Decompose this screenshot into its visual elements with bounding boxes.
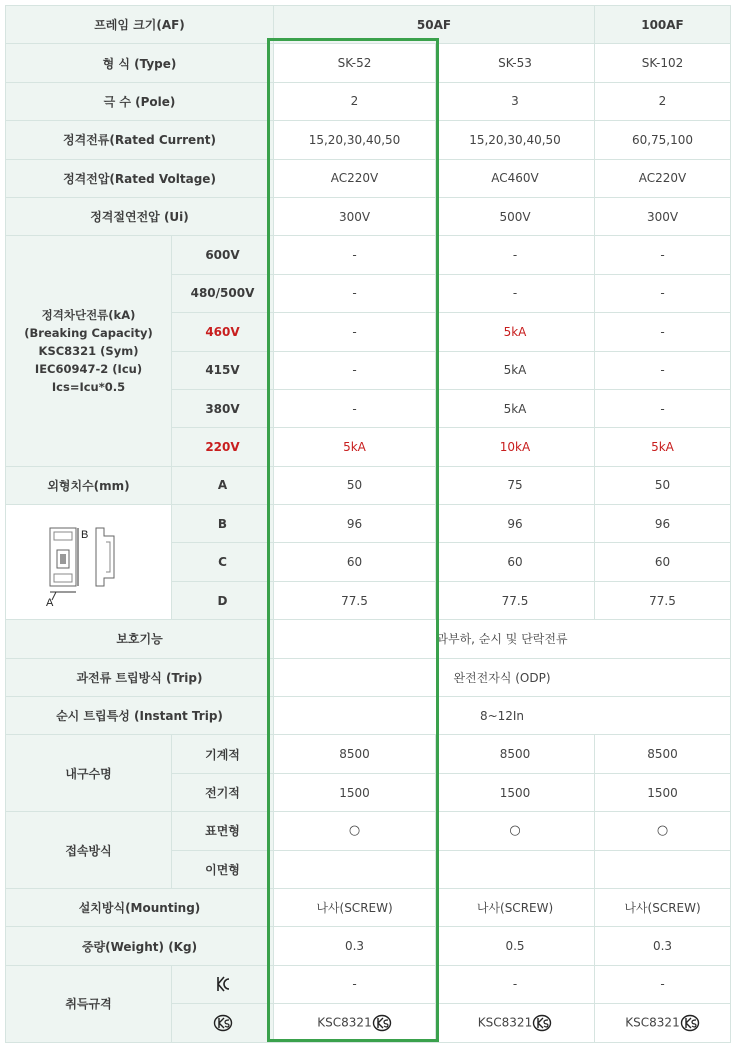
breaking-cell: - [274,236,436,274]
type-label: 형 식 (Type) [6,44,274,82]
table-row [6,505,731,543]
ks-value: KSC8321 [317,1015,372,1030]
table-row [6,812,731,850]
rear-connection-cell [274,850,436,888]
dimension-cell: 77.5 [595,581,731,619]
dimension-key: A [172,466,274,504]
table-row [6,697,731,735]
rated-voltage-label: 정격전압(Rated Voltage) [6,159,274,197]
breaking-line: (Breaking Capacity) [24,326,153,341]
weight-cell: 0.3 [595,927,731,965]
front-connection-cell: ○ [595,812,731,850]
dimension-cell: 60 [436,543,595,581]
table-row [6,197,731,235]
ks-cell [436,1004,595,1042]
dimension-cell: 50 [274,466,436,504]
mounting-cell: 나사(SCREW) [595,888,731,926]
table-row [6,620,731,658]
electrical-cell: 1500 [274,773,436,811]
ks-value: KSC8321 [625,1015,680,1030]
breaking-cell: - [595,389,731,427]
electrical-cell: 1500 [436,773,595,811]
breaking-cell: - [274,389,436,427]
mechanical-cell: 8500 [595,735,731,773]
insulation-cell: 500V [436,197,595,235]
mechanical-cell: 8500 [436,735,595,773]
dimension-cell: 77.5 [436,581,595,619]
breaking-line: 정격차단전류(kA) [41,308,136,323]
breaking-voltage-highlight: 460V [172,313,274,351]
table-row [6,6,731,44]
breaking-voltage: 480/500V [172,274,274,312]
dimension-cell: 96 [595,505,731,543]
dimension-key: D [172,581,274,619]
table-row [6,658,731,696]
breaking-cell: - [595,236,731,274]
dimension-cell: 96 [436,505,595,543]
kc-mark-icon [215,975,231,993]
mounting-cell: 나사(SCREW) [436,888,595,926]
trip-label: 과전류 트립방식 (Trip) [6,658,274,696]
insulation-cell: 300V [274,197,436,235]
table-row [6,735,731,773]
breaking-cell: - [274,313,436,351]
rear-connection-cell [436,850,595,888]
protection-value: 과부하, 순시 및 단락전류 [274,620,731,658]
pole-cell: 2 [595,82,731,120]
trip-value: 완전전자식 (ODP) [274,658,731,696]
diagram-label-a: A [45,596,53,606]
type-cell: SK-52 [274,44,436,82]
front-connection-cell: ○ [274,812,436,850]
kc-cell: - [595,965,731,1003]
type-cell: SK-102 [595,44,731,82]
ks-mark-icon [680,1014,700,1032]
dimension-cell: 96 [274,505,436,543]
breaking-cell: 5kA [436,351,595,389]
table-row [6,44,731,82]
breaker-outline-icon [44,516,134,606]
insulation-label: 정격절연전압 (Ui) [6,197,274,235]
ks-mark-icon [372,1014,392,1032]
table-row [6,466,731,504]
electrical-label: 전기적 [172,773,274,811]
endurance-label: 내구수명 [6,735,172,812]
breaking-line: KSC8321 (Sym) [38,344,139,359]
insulation-cell: 300V [595,197,731,235]
table-row [6,927,731,965]
front-connection-cell: ○ [436,812,595,850]
protection-label: 보호기능 [6,620,274,658]
mechanical-cell: 8500 [274,735,436,773]
breaking-line: Ics=Icu*0.5 [51,380,126,395]
dimension-key: C [172,543,274,581]
rated-current-label: 정격전류(Rated Current) [6,121,274,159]
dimension-cell: 60 [595,543,731,581]
front-connection-label: 표면형 [172,812,274,850]
table-row [6,82,731,120]
breaker-diagram [6,505,172,620]
breaking-line: IEC60947-2 (Icu) [34,362,143,377]
table-row [6,965,731,1003]
breaking-voltage: 600V [172,236,274,274]
breaking-cell: - [274,274,436,312]
breaking-cell-highlight: 5kA [274,428,436,466]
electrical-cell: 1500 [595,773,731,811]
dimensions-label: 외형치수(mm) [6,466,172,504]
mounting-label: 설치방식(Mounting) [6,888,274,926]
rated-voltage-cell: AC460V [436,159,595,197]
breaking-cell: - [436,274,595,312]
rated-current-cell: 15,20,30,40,50 [436,121,595,159]
dimension-cell: 50 [595,466,731,504]
dimension-cell: 77.5 [274,581,436,619]
breaking-cell-highlight: 5kA [595,428,731,466]
rated-voltage-cell: AC220V [274,159,436,197]
pole-cell: 3 [436,82,595,120]
pole-label: 극 수 (Pole) [6,82,274,120]
weight-cell: 0.5 [436,927,595,965]
kc-cell: - [436,965,595,1003]
breaking-voltage-highlight: 220V [172,428,274,466]
ks-mark-icon [532,1014,552,1032]
ks-value: KSC8321 [477,1015,533,1030]
breaking-cell: - [595,313,731,351]
kc-cell: - [274,965,436,1003]
ks-cell [274,1004,436,1042]
diagram-label-b: B [80,528,88,541]
mounting-cell: 나사(SCREW) [274,888,436,926]
type-cell: SK-53 [436,44,595,82]
kc-mark-cell [172,965,274,1003]
ks-cell [595,1004,731,1042]
breaking-cell: - [595,351,731,389]
dimension-key: B [172,505,274,543]
rear-connection-label: 이면형 [172,850,274,888]
weight-cell: 0.3 [274,927,436,965]
frame-size-label: 프레임 크기(AF) [6,6,274,44]
af50-header: 50AF [274,6,595,44]
rear-connection-cell [595,850,731,888]
breaking-cell: 5kA [436,389,595,427]
rated-current-cell: 60,75,100 [595,121,731,159]
breaking-cell: - [274,351,436,389]
table-row [6,236,731,274]
rated-voltage-cell: AC220V [595,159,731,197]
breaking-capacity-label [6,236,172,466]
pole-cell: 2 [274,82,436,120]
spec-table [5,5,731,1043]
breaking-cell-highlight: 5kA [436,313,595,351]
breaking-voltage: 380V [172,389,274,427]
mechanical-label: 기계적 [172,735,274,773]
table-row [6,888,731,926]
breaking-voltage: 415V [172,351,274,389]
ks-mark-cell [172,1004,274,1042]
connection-label: 접속방식 [6,812,172,889]
table-row [6,121,731,159]
table-row [6,159,731,197]
certification-label: 취득규격 [6,965,172,1042]
instant-trip-label: 순시 트립특성 (Instant Trip) [6,697,274,735]
rated-current-cell: 15,20,30,40,50 [274,121,436,159]
dimension-cell: 60 [274,543,436,581]
ks-mark-icon [213,1014,233,1032]
weight-label: 중량(Weight) (Kg) [6,927,274,965]
breaking-cell-highlight: 10kA [436,428,595,466]
instant-trip-value: 8~12In [274,697,731,735]
breaking-cell: - [595,274,731,312]
af100-header: 100AF [595,6,731,44]
dimension-cell: 75 [436,466,595,504]
breaking-cell: - [436,236,595,274]
